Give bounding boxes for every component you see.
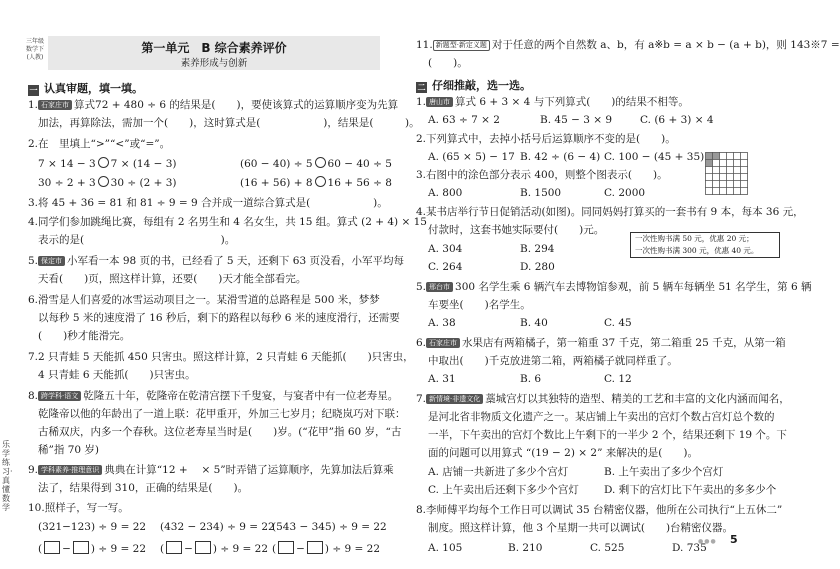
compare-row-1b: (60 − 40) ÷ 5 60 − 40 ÷ 5 [240, 158, 392, 170]
question-8-line3: 古稀双庆，内多一个春秋。这位老寿星当时是( )岁。(“花甲”指 60 岁，“古 [38, 426, 402, 438]
choice-5: 5. 邢台市 300 名学生乘 6 辆汽车去博物馆参观，前 5 辆车每辆坐 51 名学生，第 6 辆 [416, 281, 812, 293]
question-3: 3.将 45 + 36 = 81 和 81 ÷ 9 = 9 合并成一道综合算式是( )。 [28, 197, 388, 209]
question-2: 2.在 里填上“>”“<”或“=”。 [28, 138, 171, 150]
example-3: (543 − 345) ÷ 9 = 22 [272, 521, 387, 533]
promo-note: 一次性购书满 50 元，优惠 20 元； 一次性购书满 300 元，优惠 40 元。 [630, 232, 780, 258]
choice-4-B[interactable]: B. 294 [520, 243, 555, 255]
question-1-line2: 加法，再算除法，需加一个( )，这时算式是( )，结果是( )。 [38, 117, 420, 129]
question-7: 7.2 只青蛙 5 天能抓 450 只害虫。照这样计算，2 只青蛙 6 天能抓( )只害虫， [28, 351, 414, 363]
page-number: 5 [730, 533, 738, 546]
choice-7-line2: 是河北省非物质文化遗产之一。某店铺上午卖出的宫灯个数占宫灯总个数的 [428, 411, 775, 423]
compare-circle[interactable] [315, 176, 326, 187]
section-icon: 二 [417, 83, 426, 92]
question-8-line2: 乾隆帝以他的年龄出了一道上联：花甲重开，外加三七岁月；纪晓岚巧对下联： [38, 408, 406, 420]
shaded-cell [706, 153, 713, 160]
compare-circle[interactable] [98, 176, 109, 187]
choice-7-line4: 面的问题可以用算式 “(19 − 2) × 2” 来解决的是( )。 [428, 447, 698, 459]
question-6-line2: 以每秒 5 米的速度滑了 16 秒后，剩下的路程以每秒 6 米的速度滑行，还需要 [38, 312, 400, 324]
choice-7-B[interactable]: B. 上午卖出了多少个宫灯 [604, 466, 724, 478]
choice-8-D[interactable]: D. 735 [672, 542, 707, 554]
choice-2-A[interactable]: A. (65 × 5) − 17 [428, 151, 515, 163]
choice-7-A[interactable]: A. 店铺一共新进了多少个宫灯 [428, 466, 569, 478]
choice-8-A[interactable]: A. 105 [428, 542, 463, 554]
choice-8-C[interactable]: C. 525 [590, 542, 625, 554]
question-1: 1. 石家庄市 算式72 + 480 ÷ 6 的结果是( )，要使该算式的运算顺序变为先算 [28, 99, 399, 111]
choice-7-D[interactable]: D. 剩下的宫灯比下午卖出的多多少个 [604, 484, 777, 496]
section-heading-fill: 一 认真审题，填一填。 [29, 82, 143, 95]
spine-text: 乐学练习·真懂数学 [2, 440, 13, 512]
choice-8-line2: 制度。照这样计算，他 3 个星期一共可以调试( )台精密仪器。 [428, 522, 734, 534]
choice-3: 3.右图中的涂色部分表示 400，则整个图表示( )。 [416, 169, 668, 181]
choice-6-B[interactable]: B. 6 [520, 373, 542, 385]
choice-2-C[interactable]: C. 100 − (45 + 35) [604, 151, 705, 163]
choice-1: 1. 唐山市 算式 6 + 3 × 4 与下列算式( )的结果不相等。 [416, 96, 689, 108]
choice-1-A[interactable]: A. 63 ÷ 7 × 2 [428, 114, 500, 126]
answer-box[interactable] [44, 541, 60, 554]
choice-7-line3: 一半，下午卖出的宫灯个数比上午剩下的一半少 2 个，结果还剩下 19 个。下 [428, 429, 787, 441]
choice-1-B[interactable]: B. 45 − 3 × 9 [540, 114, 613, 126]
question-5: 5. 保定市 小军看一本 98 页的书，已经看了 5 天，还剩下 63 页没看，小军平均每 [28, 255, 404, 267]
compare-circle[interactable] [315, 157, 326, 168]
question-10: 10.照样子，写一写。 [28, 502, 129, 514]
choice-6-C[interactable]: C. 12 [604, 373, 632, 385]
shaded-cell [713, 153, 720, 160]
question-8-line4: 稀”指 70 岁) [38, 444, 100, 456]
question-6-line3: ( )秒才能滑完。 [38, 330, 131, 342]
section-icon: 一 [29, 86, 38, 95]
choice-7: 7. 新情境·非遗文化 藁城宫灯以其独特的造型、精美的工艺和丰富的文化内涵而闻名， [416, 393, 790, 405]
page-dots: ●●● [698, 538, 717, 545]
question-7-line2: 4 只青蛙 6 天能抓( )只害虫。 [38, 369, 196, 381]
page-header [48, 36, 380, 70]
question-4-line2: 表示的是( )。 [38, 234, 236, 246]
choice-3-C[interactable]: C. 2000 [604, 187, 646, 199]
answer-box[interactable] [278, 541, 294, 554]
question-5-line2: 天看( )页，照这样计算，还要( )天才能全部看完。 [38, 273, 307, 285]
choice-1-C[interactable]: C. (6 + 3) × 4 [640, 114, 714, 126]
question-6: 6.滑雪是人们喜爱的冰雪运动项目之一。某滑雪道的总路程是 500 米，梦梦 [28, 294, 380, 306]
question-11-line2: ( )。 [428, 57, 468, 69]
example-2: (432 − 234) ÷ 9 = 22 [160, 521, 275, 533]
page-subtitle: 素养形成与创新 [180, 58, 248, 69]
compare-row-2: 30 ÷ 2 + 3 30 ÷ (2 + 3) [38, 177, 177, 189]
page-title: 第一单元 B 综合素养评价 [141, 41, 287, 55]
choice-4-D[interactable]: D. 280 [520, 261, 555, 273]
answer-box[interactable] [195, 541, 211, 554]
choice-5-A[interactable]: A. 38 [428, 317, 456, 329]
choice-5-line2: 车要坐( )名学生。 [428, 299, 531, 311]
fill-row: ( − ) ÷ 9 = 22 [38, 543, 147, 555]
compare-row-1: 7 × 14 − 3 7 × (14 − 3) [38, 158, 177, 170]
choice-6-A[interactable]: A. 31 [428, 373, 456, 385]
answer-box[interactable] [166, 541, 182, 554]
question-11: 11. 新题型·新定义题 对于任意的两个自然数 a、b，有 a※b = a × b − (a + b)，则 143※7 = [416, 39, 840, 51]
question-9: 9. 学科素养·推理意识 典典在计算“12 + × 5”时弄错了运算顺序，先算加法后算乘 [28, 464, 394, 476]
fill-row: ( − ) ÷ 9 = 22 [160, 543, 269, 555]
answer-box[interactable] [307, 541, 323, 554]
question-8: 8. 跨学科·语文 乾隆五十年，乾隆帝在乾清宫摆下千叟宴，与宴者中有一位老寿星。 [28, 390, 399, 402]
fill-row: ( − ) ÷ 9 = 22 [272, 543, 381, 555]
shaded-cell [706, 160, 713, 167]
choice-7-C[interactable]: C. 上午卖出后还剩下多少个宫灯 [428, 484, 579, 496]
choice-3-A[interactable]: A. 800 [428, 187, 463, 199]
choice-8-B[interactable]: B. 210 [508, 542, 543, 554]
choice-2-B[interactable]: B. 42 ÷ (6 − 4) [520, 151, 601, 163]
choice-4-C[interactable]: C. 264 [428, 261, 463, 273]
choice-3-B[interactable]: B. 1500 [520, 187, 562, 199]
example-1: (321−123) ÷ 9 = 22 [38, 521, 147, 533]
shaded-grid-figure [705, 152, 749, 196]
grade-label: 三年级 数学下 (人教) [25, 38, 44, 61]
compare-circle[interactable] [98, 157, 109, 168]
section-heading-choice: 二 仔细推敲，选一选。 [417, 79, 531, 92]
compare-row-2b: (16 + 56) + 8 16 + 56 ÷ 8 [240, 177, 392, 189]
choice-6: 6. 石家庄市 水果店有两箱橘子，第一箱重 37 千克，第二箱重 25 千克，从第一箱 [416, 337, 786, 349]
question-9-line2: 法了，结果得到 310，正确的结果是( )。 [38, 482, 249, 494]
choice-5-B[interactable]: B. 40 [520, 317, 548, 329]
question-4: 4.同学们参加跳绳比赛，每组有 2 名男生和 4 名女生，共 15 组。算式 (2 + 4) × 15 [28, 216, 427, 228]
choice-6-line2: 中取出( )千克放进第二箱，两箱橘子就同样重了。 [428, 355, 678, 367]
choice-5-C[interactable]: C. 45 [604, 317, 632, 329]
answer-box[interactable] [73, 541, 89, 554]
choice-4-A[interactable]: A. 304 [428, 243, 463, 255]
choice-4-line2: 付款时，这套书她实际要付( )元。 [428, 224, 605, 236]
choice-2: 2.下列算式中，去掉小括号后运算顺序不变的是( )。 [416, 133, 676, 145]
choice-4: 4.某书店举行节日促销活动(如图)。同同妈妈打算买的一套书有 9 本，每本 36 元， [416, 206, 804, 218]
choice-8: 8.李师傅平均每个工作日可以调试 35 台精密仪器，他所在公司执行“上五休二” [416, 504, 783, 516]
